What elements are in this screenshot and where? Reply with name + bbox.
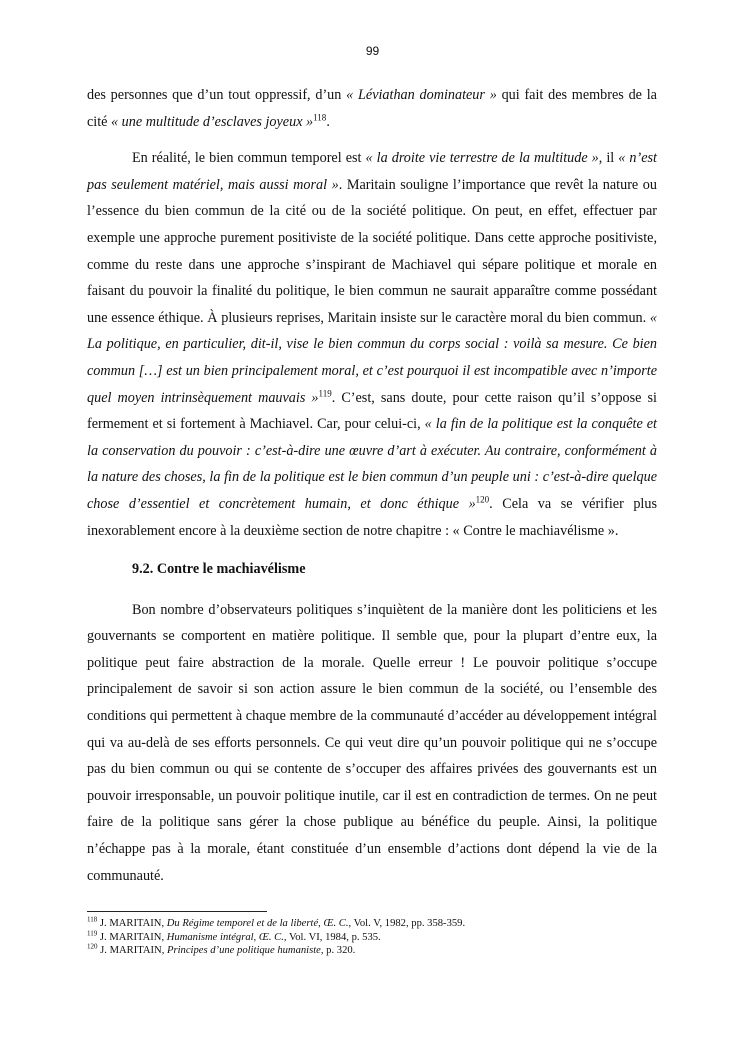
footnote-title: Principes d’une politique humaniste, (167, 945, 324, 956)
quote: « n’est pas seulement matériel, mais aussi moral » (87, 150, 657, 193)
quote: « Léviathan dominateur » (346, 87, 497, 103)
text-span: . C’est, sans doute, pour cette raison qu’il s’oppose si fermement et si fortement à Machiavel. Car, pour celui-ci, (87, 389, 658, 433)
section-heading: 9.2. Contre le machiavélisme (132, 561, 306, 578)
text-span: . Maritain souligne l’importance que revêt la nature ou l’essence du bien commun de la cité ou de la société politique. On peut, en effet, effectuer par exemple une approche purement positiviste de la société politique. Dans cette approche positiviste, comme du reste dans une approche s’inspirant de Machiavel qui sépare politique et morale en faisant du pouvoir la finalité du politique, le bien commun ne saurait apparaître comme possédant une essence éthique. À plusieurs reprises, Maritain insiste sur le caractère moral du bien commun. (87, 176, 657, 326)
text-span: , il (598, 150, 619, 167)
footnote-author: J. MARITAIN, (99, 931, 167, 943)
quote: « une multitude d’esclaves joyeux » (111, 113, 314, 130)
footnote-118 (87, 917, 657, 931)
paragraph-2 (87, 145, 657, 544)
footnote-author: J. MARITAIN, (99, 918, 167, 929)
footnote-ref-119[interactable]: 119 (318, 387, 332, 398)
footnotes (87, 911, 657, 958)
page-number: 99 (365, 44, 380, 58)
footnote-119 (87, 928, 657, 945)
footnote-number: 118 (87, 915, 98, 924)
paragraph-3: Bon nombre d’observateurs politiques s’inquiètent de la manière dont les politiciens et les gouvernants se comportent en matière politique. Il semble que, pour la plupart d’entre eux, la politique peut faire abstraction de la morale. Quelle erreur ! Le pouvoir politique s’occupe principalement de savoir si son action assure le bien commun de la société, ou l’ensemble des conditions qui permettent à chaque membre de la communauté d’accéder au développement intégral qui va au-delà de ses efforts personnels. Ce qui veut dire qu’un pouvoir politique qui ne s’occupe pas du bien commun ou qui se contente de s’occuper des affaires privées des gouvernants est un pouvoir irresponsable, un pouvoir politique inutile, car il est en contradiction de termes. On ne peut faire de la politique sans gérer la chose publique au bénéfice du peuple. Ainsi, la politique n’échappe pas à la morale, étant constituée d’un ensemble d’actions dont dépend la vie de la communauté. (87, 601, 657, 884)
footnote-details: , Vol. V, 1982, pp. 358-359. (348, 918, 466, 929)
body-text (87, 82, 657, 889)
footnote-120 (87, 944, 657, 958)
footnote-ref-120[interactable]: 120 (475, 494, 490, 505)
footnote-details: p. 320. (323, 945, 356, 956)
text-span: . (326, 113, 330, 130)
footnote-title: Du Régime temporel et de la liberté, Œ. C. (166, 918, 349, 929)
quote: « la droite vie terrestre de la multitude » (365, 150, 599, 167)
quote: « La politique, en particulier, dit-il, vise le bien commun du corps social : voilà sa mesure. Ce bien commun […] est un bien principalement moral, et c’est pourquoi il est incompatible avec n’importe quel moyen intrinsèquement mauvais » (87, 309, 657, 406)
footnote-divider (87, 911, 267, 912)
text-span: En réalité, le bien commun temporel est (132, 150, 366, 167)
footnote-ref-118[interactable]: 118 (313, 111, 327, 122)
text-span: qui fait des membres de la cité (87, 87, 657, 130)
footnote-number: 119 (87, 928, 98, 937)
quote: « la fin de la politique est la conquête et la conservation du pouvoir : c’est-à-dire une œuvre d’art à exécuter. Au contraire, conformément à la nature des choses, la fin de la politique est le bien commun d’un peuple uni : c’est-à-dire quelque chose d’essentiel et concrètement humain, et donc éthique » (87, 416, 657, 512)
footnote-author: J. MARITAIN, (100, 945, 167, 956)
paragraph-1 (87, 82, 657, 135)
footnote-details: , Vol. VI, 1984, p. 535. (283, 931, 381, 943)
text-span: . Cela va se vérifier plus inexorablement encore à la deuxième section de notre chapitre : « Contre le machiavélisme ». (87, 495, 657, 539)
footnote-title: Humanisme intégral, Œ. C. (166, 931, 284, 943)
text-span: des personnes que d’un tout oppressif, d’un (87, 87, 347, 103)
footnote-number: 120 (87, 942, 98, 951)
